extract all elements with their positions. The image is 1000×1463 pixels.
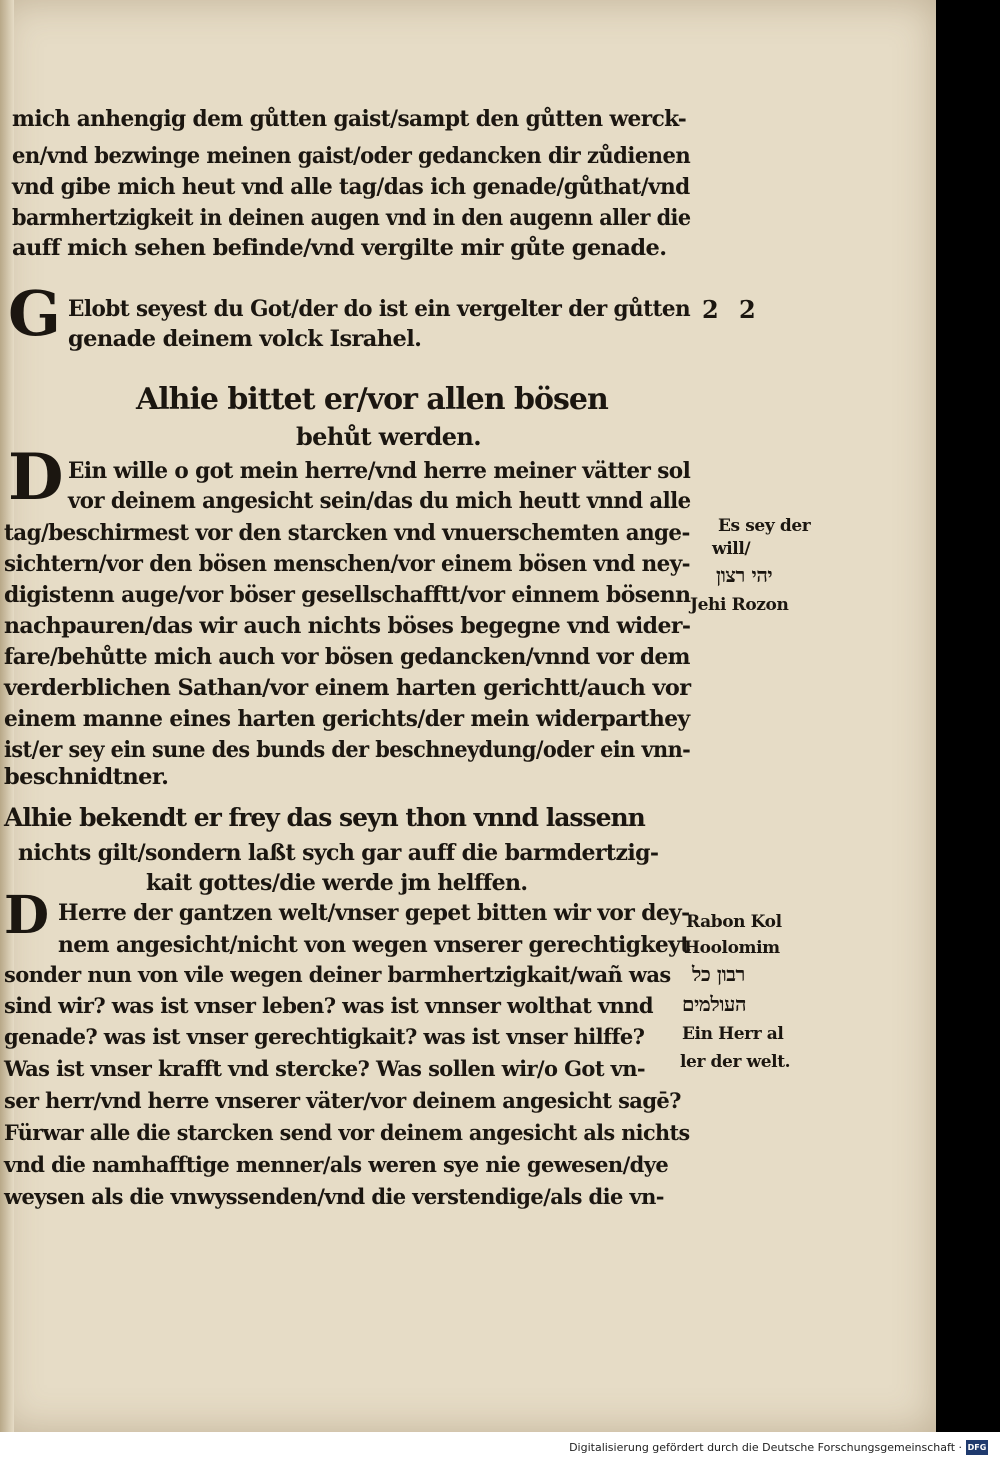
- dfg-logo-icon: DFG: [966, 1440, 988, 1455]
- body-line: beschnidtner.: [4, 764, 169, 790]
- body-line: nem angesicht/nicht von wegen vnserer gerechtigkeyt: [58, 932, 690, 958]
- body-line: digistenn auge/vor böser gesellschafftt/vor einnem bösenn: [4, 582, 691, 608]
- margin-note: Jehi Rozon: [690, 595, 789, 615]
- margin-note: will/: [712, 539, 751, 559]
- initial-letter-g: G: [8, 277, 61, 350]
- body-line: sonder nun von vile wegen deiner barmhertzigkait/wañ was: [4, 962, 671, 987]
- body-line: sichtern/vor den bösen menschen/vor einem bösen vnd ney-: [4, 551, 690, 577]
- body-line: nachpauren/das wir auch nichts böses begegne vnd wider-: [4, 613, 691, 639]
- body-line: Was ist vnser krafft vnd stercke? Was sollen wir/o Got vn-: [4, 1056, 646, 1081]
- margin-note: Ein Herr al: [682, 1024, 784, 1044]
- body-line: fare/behůtte mich auch vor bösen gedancken/vnnd vor dem: [4, 644, 690, 670]
- body-line: einem manne eines harten gerichts/der mein widerparthey: [4, 706, 690, 732]
- body-line: genade deinem volck Israhel.: [68, 326, 422, 352]
- body-line: Elobt seyest du Got/der do ist ein vergelter der gůtten: [68, 296, 691, 322]
- section-heading: behůt werden.: [296, 422, 482, 451]
- body-line: ser herr/vnd herre vnserer väter/vor deinem angesicht sagē?: [4, 1088, 681, 1113]
- funding-credit: Digitalisierung gefördert durch die Deutsche Forschungsgemeinschaft ·: [569, 1441, 962, 1454]
- body-line: Ein wille o got mein herre/vnd herre meiner vätter sol: [68, 458, 691, 484]
- initial-letter-d: D: [4, 885, 50, 946]
- initial-letter-d: D: [8, 440, 64, 515]
- body-line: Herre der gantzen welt/vnser gepet bitten wir vor dey-: [58, 900, 690, 926]
- margin-note-hebrew: רבון כל: [692, 962, 745, 986]
- margin-note-hebrew: יהי רצון: [716, 563, 773, 587]
- body-line: sind wir? was ist vnser leben? was ist vnnser wolthat vnnd: [4, 993, 653, 1018]
- body-line: weysen als die vnwyssenden/vnd die verstendige/als die vn-: [4, 1184, 664, 1209]
- body-line: genade? was ist vnser gerechtigkait? was ist vnser hilffe?: [4, 1024, 645, 1049]
- digitization-footer: [0, 1432, 1000, 1463]
- margin-note: Rabon Kol: [686, 912, 782, 932]
- body-line: verderblichen Sathan/vor einem harten gerichtt/auch vor: [4, 675, 691, 701]
- section-heading: Alhie bekendt er frey das seyn thon vnnd lassenn: [4, 803, 645, 832]
- margin-note: Hoolomim: [684, 938, 780, 958]
- section-heading: Alhie bittet er/vor allen bösen: [136, 382, 608, 417]
- section-heading: kait gottes/die werde jm helffen.: [146, 870, 528, 896]
- margin-note: ler der welt.: [680, 1052, 791, 1072]
- body-line: Fürwar alle die starcken send vor deinem angesicht als nichts: [4, 1120, 690, 1145]
- body-line: vor deinem angesicht sein/das du mich heutt vnnd alle: [68, 488, 691, 514]
- body-line: vnd gibe mich heut vnd alle tag/das ich genade/gůthat/vnd: [12, 174, 690, 200]
- margin-note-hebrew: העולמים: [682, 992, 747, 1016]
- body-line: ist/er sey ein sune des bunds der beschneydung/oder ein vnn-: [4, 737, 691, 763]
- body-line: tag/beschirmest vor den starcken vnd vnuerschemten ange-: [4, 520, 690, 546]
- body-line: vnd die namhafftige menner/als weren sye nie gewesen/dye: [4, 1152, 669, 1177]
- body-line: mich anhengig dem gůtten gaist/sampt den gůtten werck-: [12, 106, 687, 132]
- body-line: en/vnd bezwinge meinen gaist/oder gedancken dir zůdienen: [12, 143, 691, 169]
- body-line: auff mich sehen befinde/vnd vergilte mir gůte genade.: [12, 235, 667, 261]
- section-heading: nichts gilt/sondern laßt sych gar auff die barmdertzig-: [18, 840, 659, 866]
- verse-number: 2 2: [702, 295, 762, 324]
- margin-note: Es sey der: [718, 516, 811, 536]
- body-line: barmhertzigkeit in deinen augen vnd in den augenn aller die: [12, 205, 691, 231]
